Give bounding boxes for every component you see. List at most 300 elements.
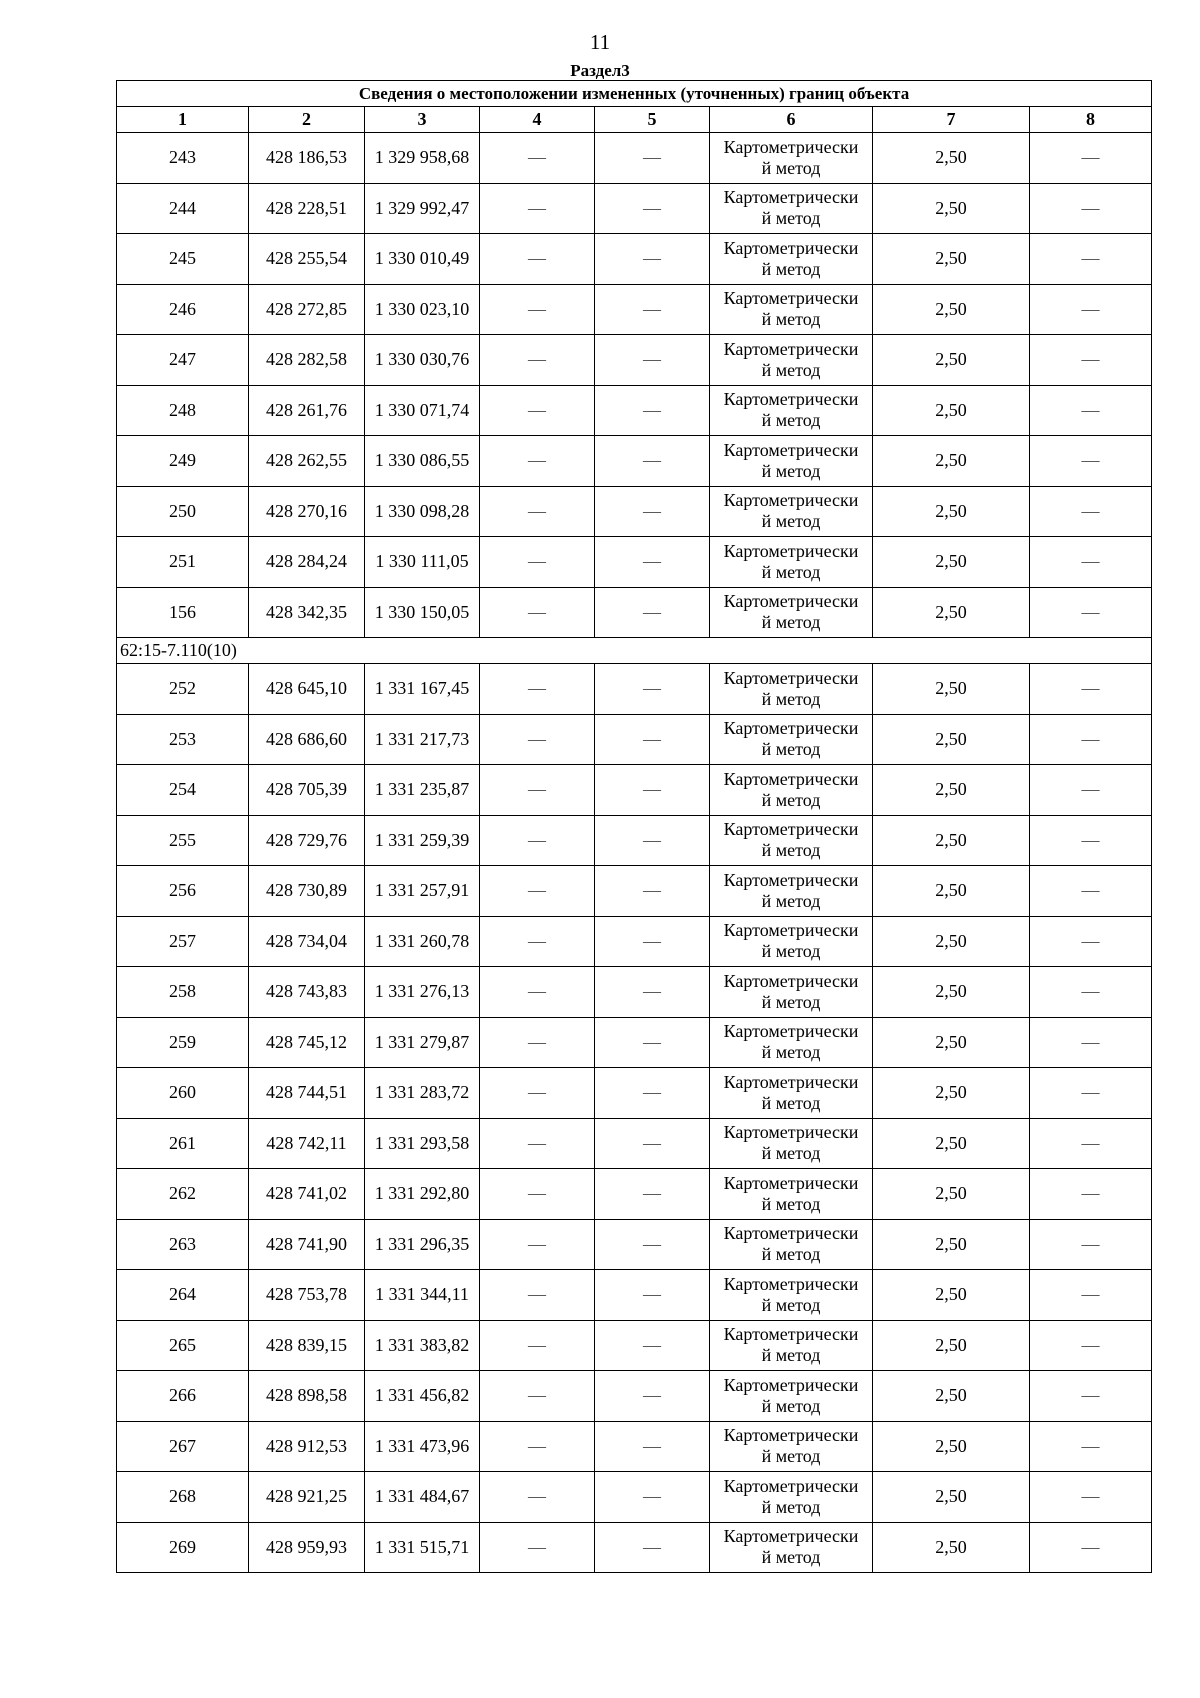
method-cell	[710, 1522, 873, 1573]
column-header-6: 6	[710, 107, 873, 133]
accuracy-cell: 2,50	[873, 1320, 1030, 1371]
point-number-cell: 257	[117, 916, 249, 967]
column-4-cell: —	[480, 1522, 595, 1573]
point-number-cell: 258	[117, 967, 249, 1018]
accuracy-cell: 2,50	[873, 866, 1030, 917]
table-row	[117, 537, 1152, 588]
point-number-cell: 249	[117, 436, 249, 487]
table-caption-row	[117, 81, 1152, 107]
table-row	[117, 587, 1152, 638]
method-label-line1: Картометрически	[723, 1273, 859, 1294]
column-4-cell: —	[480, 486, 595, 537]
method-cell	[710, 664, 873, 715]
method-cell	[710, 1270, 873, 1321]
method-label-line1: Картометрически	[723, 1324, 859, 1345]
column-5-cell: —	[595, 765, 710, 816]
column-header-2: 2	[249, 107, 365, 133]
y-coordinate-cell: 1 330 150,05	[365, 587, 480, 638]
table-row	[117, 714, 1152, 765]
accuracy-cell: 2,50	[873, 664, 1030, 715]
method-label-line2: й метод	[761, 258, 821, 279]
column-header-5: 5	[595, 107, 710, 133]
column-4-cell: —	[480, 335, 595, 386]
column-8-cell: —	[1030, 1320, 1152, 1371]
column-8-cell: —	[1030, 234, 1152, 285]
point-number-cell: 256	[117, 866, 249, 917]
column-4-cell: —	[480, 385, 595, 436]
method-label-line2: й метод	[761, 1496, 821, 1517]
column-8-cell: —	[1030, 385, 1152, 436]
x-coordinate-cell: 428 270,16	[249, 486, 365, 537]
column-4-cell: —	[480, 1371, 595, 1422]
table-row	[117, 1522, 1152, 1573]
page-number: 11	[589, 30, 611, 54]
column-8-cell: —	[1030, 866, 1152, 917]
method-label-line1: Картометрически	[723, 920, 859, 941]
method-cell	[710, 1421, 873, 1472]
column-8-cell: —	[1030, 1472, 1152, 1523]
method-cell	[710, 1219, 873, 1270]
table-row	[117, 1421, 1152, 1472]
y-coordinate-cell: 1 331 260,78	[365, 916, 480, 967]
y-coordinate-cell: 1 330 023,10	[365, 284, 480, 335]
x-coordinate-cell: 428 734,04	[249, 916, 365, 967]
method-cell	[710, 234, 873, 285]
point-number-cell: 263	[117, 1219, 249, 1270]
column-header-1: 1	[117, 107, 249, 133]
table-row	[117, 866, 1152, 917]
column-5-cell: —	[595, 537, 710, 588]
table-row	[117, 1320, 1152, 1371]
method-cell	[710, 1371, 873, 1422]
x-coordinate-cell: 428 342,35	[249, 587, 365, 638]
column-4-cell: —	[480, 664, 595, 715]
y-coordinate-cell: 1 329 958,68	[365, 133, 480, 184]
column-5-cell: —	[595, 436, 710, 487]
method-label-line2: й метод	[761, 1294, 821, 1315]
column-5-cell: —	[595, 1118, 710, 1169]
column-5-cell: —	[595, 1270, 710, 1321]
accuracy-cell: 2,50	[873, 1472, 1030, 1523]
method-label-line2: й метод	[761, 941, 821, 962]
x-coordinate-cell: 428 262,55	[249, 436, 365, 487]
table-body	[117, 81, 1152, 1573]
accuracy-cell: 2,50	[873, 537, 1030, 588]
method-label-line2: й метод	[761, 561, 821, 582]
point-number-cell: 156	[117, 587, 249, 638]
y-coordinate-cell: 1 331 257,91	[365, 866, 480, 917]
x-coordinate-cell: 428 744,51	[249, 1068, 365, 1119]
x-coordinate-cell: 428 741,90	[249, 1219, 365, 1270]
column-4-cell: —	[480, 1320, 595, 1371]
method-label-line1: Картометрически	[723, 439, 859, 460]
method-label-line1: Картометрически	[723, 1071, 859, 1092]
method-label-line1: Картометрически	[723, 338, 859, 359]
column-header-8: 8	[1030, 107, 1152, 133]
accuracy-cell: 2,50	[873, 133, 1030, 184]
method-label-line1: Картометрически	[723, 490, 859, 511]
column-4-cell: —	[480, 916, 595, 967]
x-coordinate-cell: 428 839,15	[249, 1320, 365, 1371]
method-label-line1: Картометрически	[723, 667, 859, 688]
column-4-cell: —	[480, 1270, 595, 1321]
method-label-line1: Картометрически	[723, 1223, 859, 1244]
column-5-cell: —	[595, 1219, 710, 1270]
x-coordinate-cell: 428 284,24	[249, 537, 365, 588]
y-coordinate-cell: 1 331 292,80	[365, 1169, 480, 1220]
column-5-cell: —	[595, 1068, 710, 1119]
section-title: Раздел3	[570, 61, 630, 80]
column-header-7: 7	[873, 107, 1030, 133]
accuracy-cell: 2,50	[873, 916, 1030, 967]
method-label-line2: й метод	[761, 208, 821, 229]
method-cell	[710, 1118, 873, 1169]
method-cell	[710, 1068, 873, 1119]
y-coordinate-cell: 1 331 293,58	[365, 1118, 480, 1169]
column-8-cell: —	[1030, 1118, 1152, 1169]
column-4-cell: —	[480, 815, 595, 866]
point-number-cell: 266	[117, 1371, 249, 1422]
accuracy-cell: 2,50	[873, 1270, 1030, 1321]
y-coordinate-cell: 1 330 030,76	[365, 335, 480, 386]
table-row	[117, 1118, 1152, 1169]
x-coordinate-cell: 428 741,02	[249, 1169, 365, 1220]
column-4-cell: —	[480, 866, 595, 917]
method-label-line1: Картометрически	[723, 1172, 859, 1193]
table-row	[117, 486, 1152, 537]
method-label-line2: й метод	[761, 1547, 821, 1568]
table-row	[117, 1472, 1152, 1523]
method-label-line1: Картометрически	[723, 1021, 859, 1042]
method-label-line2: й метод	[761, 991, 821, 1012]
method-cell	[710, 335, 873, 386]
point-number-cell: 253	[117, 714, 249, 765]
boundary-points-table	[116, 80, 1152, 1573]
method-label-line1: Картометрически	[723, 869, 859, 890]
y-coordinate-cell: 1 331 167,45	[365, 664, 480, 715]
table-row	[117, 916, 1152, 967]
column-8-cell: —	[1030, 284, 1152, 335]
accuracy-cell: 2,50	[873, 234, 1030, 285]
column-4-cell: —	[480, 436, 595, 487]
point-number-cell: 254	[117, 765, 249, 816]
column-4-cell: —	[480, 1017, 595, 1068]
x-coordinate-cell: 428 959,93	[249, 1522, 365, 1573]
column-8-cell: —	[1030, 1068, 1152, 1119]
y-coordinate-cell: 1 331 473,96	[365, 1421, 480, 1472]
accuracy-cell: 2,50	[873, 1068, 1030, 1119]
column-8-cell: —	[1030, 1522, 1152, 1573]
table-row	[117, 1169, 1152, 1220]
x-coordinate-cell: 428 261,76	[249, 385, 365, 436]
column-8-cell: —	[1030, 183, 1152, 234]
method-label-line1: Картометрически	[723, 136, 859, 157]
table-row	[117, 1270, 1152, 1321]
column-5-cell: —	[595, 1421, 710, 1472]
y-coordinate-cell: 1 331 276,13	[365, 967, 480, 1018]
method-label-line2: й метод	[761, 840, 821, 861]
accuracy-cell: 2,50	[873, 183, 1030, 234]
column-5-cell: —	[595, 916, 710, 967]
method-label-line2: й метод	[761, 1395, 821, 1416]
column-4-cell: —	[480, 183, 595, 234]
column-5-cell: —	[595, 335, 710, 386]
y-coordinate-cell: 1 330 111,05	[365, 537, 480, 588]
point-number-cell: 245	[117, 234, 249, 285]
column-8-cell: —	[1030, 335, 1152, 386]
column-5-cell: —	[595, 587, 710, 638]
accuracy-cell: 2,50	[873, 1017, 1030, 1068]
y-coordinate-cell: 1 331 259,39	[365, 815, 480, 866]
column-5-cell: —	[595, 486, 710, 537]
point-number-cell: 250	[117, 486, 249, 537]
point-number-cell: 259	[117, 1017, 249, 1068]
column-4-cell: —	[480, 1421, 595, 1472]
accuracy-cell: 2,50	[873, 335, 1030, 386]
x-coordinate-cell: 428 228,51	[249, 183, 365, 234]
column-8-cell: —	[1030, 1219, 1152, 1270]
column-8-cell: —	[1030, 765, 1152, 816]
table-row	[117, 183, 1152, 234]
column-8-cell: —	[1030, 486, 1152, 537]
x-coordinate-cell: 428 921,25	[249, 1472, 365, 1523]
x-coordinate-cell: 428 912,53	[249, 1421, 365, 1472]
column-4-cell: —	[480, 1068, 595, 1119]
point-number-cell: 261	[117, 1118, 249, 1169]
column-5-cell: —	[595, 1017, 710, 1068]
y-coordinate-cell: 1 330 010,49	[365, 234, 480, 285]
accuracy-cell: 2,50	[873, 385, 1030, 436]
group-label: 62:15-7.110(10)	[117, 638, 1152, 664]
table-row	[117, 234, 1152, 285]
column-8-cell: —	[1030, 1421, 1152, 1472]
method-label-line1: Картометрически	[723, 237, 859, 258]
method-label-line1: Картометрически	[723, 1122, 859, 1143]
column-5-cell: —	[595, 1371, 710, 1422]
point-number-cell: 267	[117, 1421, 249, 1472]
method-cell	[710, 1472, 873, 1523]
y-coordinate-cell: 1 331 235,87	[365, 765, 480, 816]
column-4-cell: —	[480, 1118, 595, 1169]
column-5-cell: —	[595, 284, 710, 335]
method-label-line2: й метод	[761, 309, 821, 330]
method-label-line2: й метод	[761, 359, 821, 380]
method-cell	[710, 1320, 873, 1371]
column-5-cell: —	[595, 385, 710, 436]
table-row	[117, 385, 1152, 436]
y-coordinate-cell: 1 331 279,87	[365, 1017, 480, 1068]
accuracy-cell: 2,50	[873, 436, 1030, 487]
x-coordinate-cell: 428 730,89	[249, 866, 365, 917]
method-cell	[710, 815, 873, 866]
table-row	[117, 967, 1152, 1018]
point-number-cell: 244	[117, 183, 249, 234]
accuracy-cell: 2,50	[873, 1169, 1030, 1220]
method-cell	[710, 183, 873, 234]
method-label-line1: Картометрически	[723, 1374, 859, 1395]
y-coordinate-cell: 1 330 086,55	[365, 436, 480, 487]
accuracy-cell: 2,50	[873, 1421, 1030, 1472]
column-8-cell: —	[1030, 587, 1152, 638]
method-label-line2: й метод	[761, 1143, 821, 1164]
method-label-line2: й метод	[761, 1446, 821, 1467]
point-number-cell: 246	[117, 284, 249, 335]
accuracy-cell: 2,50	[873, 1522, 1030, 1573]
table-row	[117, 284, 1152, 335]
method-label-line2: й метод	[761, 1244, 821, 1265]
column-5-cell: —	[595, 815, 710, 866]
column-4-cell: —	[480, 714, 595, 765]
x-coordinate-cell: 428 898,58	[249, 1371, 365, 1422]
method-cell	[710, 866, 873, 917]
point-number-cell: 255	[117, 815, 249, 866]
method-cell	[710, 133, 873, 184]
point-number-cell: 269	[117, 1522, 249, 1573]
column-4-cell: —	[480, 1219, 595, 1270]
table-caption: Сведения о местоположении измененных (уточненных) границ объекта	[117, 81, 1152, 107]
table-row	[117, 1068, 1152, 1119]
method-label-line2: й метод	[761, 157, 821, 178]
column-8-cell: —	[1030, 664, 1152, 715]
method-label-line1: Картометрически	[723, 540, 859, 561]
accuracy-cell: 2,50	[873, 284, 1030, 335]
column-8-cell: —	[1030, 436, 1152, 487]
accuracy-cell: 2,50	[873, 967, 1030, 1018]
x-coordinate-cell: 428 282,58	[249, 335, 365, 386]
table-row	[117, 436, 1152, 487]
table-row	[117, 765, 1152, 816]
point-number-cell: 264	[117, 1270, 249, 1321]
y-coordinate-cell: 1 331 296,35	[365, 1219, 480, 1270]
column-5-cell: —	[595, 234, 710, 285]
method-cell	[710, 587, 873, 638]
point-number-cell: 252	[117, 664, 249, 715]
method-label-line1: Картометрически	[723, 591, 859, 612]
method-cell	[710, 916, 873, 967]
table-row	[117, 664, 1152, 715]
column-4-cell: —	[480, 133, 595, 184]
column-5-cell: —	[595, 714, 710, 765]
point-number-cell: 248	[117, 385, 249, 436]
column-4-cell: —	[480, 765, 595, 816]
y-coordinate-cell: 1 330 071,74	[365, 385, 480, 436]
accuracy-cell: 2,50	[873, 765, 1030, 816]
point-number-cell: 260	[117, 1068, 249, 1119]
table-row	[117, 335, 1152, 386]
method-label-line1: Картометрически	[723, 819, 859, 840]
method-label-line1: Картометрически	[723, 970, 859, 991]
column-8-cell: —	[1030, 714, 1152, 765]
accuracy-cell: 2,50	[873, 1371, 1030, 1422]
method-label-line2: й метод	[761, 739, 821, 760]
column-8-cell: —	[1030, 537, 1152, 588]
column-4-cell: —	[480, 537, 595, 588]
method-label-line1: Картометрически	[723, 389, 859, 410]
x-coordinate-cell: 428 705,39	[249, 765, 365, 816]
x-coordinate-cell: 428 745,12	[249, 1017, 365, 1068]
method-label-line1: Картометрически	[723, 288, 859, 309]
column-5-cell: —	[595, 967, 710, 1018]
method-cell	[710, 284, 873, 335]
x-coordinate-cell: 428 186,53	[249, 133, 365, 184]
table-row	[117, 1219, 1152, 1270]
method-label-line2: й метод	[761, 410, 821, 431]
y-coordinate-cell: 1 331 283,72	[365, 1068, 480, 1119]
column-5-cell: —	[595, 1472, 710, 1523]
method-label-line2: й метод	[761, 460, 821, 481]
method-label-line1: Картометрически	[723, 1475, 859, 1496]
column-5-cell: —	[595, 183, 710, 234]
method-label-line2: й метод	[761, 1042, 821, 1063]
accuracy-cell: 2,50	[873, 714, 1030, 765]
table-row	[117, 815, 1152, 866]
method-label-line1: Картометрически	[723, 1425, 859, 1446]
column-header-4: 4	[480, 107, 595, 133]
y-coordinate-cell: 1 331 344,11	[365, 1270, 480, 1321]
method-cell	[710, 1169, 873, 1220]
column-header-3: 3	[365, 107, 480, 133]
column-8-cell: —	[1030, 1169, 1152, 1220]
column-4-cell: —	[480, 1169, 595, 1220]
group-header-row	[117, 638, 1152, 664]
column-8-cell: —	[1030, 133, 1152, 184]
column-5-cell: —	[595, 1169, 710, 1220]
accuracy-cell: 2,50	[873, 587, 1030, 638]
column-4-cell: —	[480, 284, 595, 335]
column-4-cell: —	[480, 967, 595, 1018]
method-cell	[710, 967, 873, 1018]
y-coordinate-cell: 1 331 217,73	[365, 714, 480, 765]
accuracy-cell: 2,50	[873, 815, 1030, 866]
column-8-cell: —	[1030, 916, 1152, 967]
accuracy-cell: 2,50	[873, 486, 1030, 537]
method-cell	[710, 486, 873, 537]
method-label-line2: й метод	[761, 1193, 821, 1214]
column-4-cell: —	[480, 587, 595, 638]
column-8-cell: —	[1030, 1017, 1152, 1068]
point-number-cell: 265	[117, 1320, 249, 1371]
column-5-cell: —	[595, 1320, 710, 1371]
column-8-cell: —	[1030, 1371, 1152, 1422]
column-8-cell: —	[1030, 967, 1152, 1018]
x-coordinate-cell: 428 272,85	[249, 284, 365, 335]
method-label-line2: й метод	[761, 1345, 821, 1366]
method-cell	[710, 1017, 873, 1068]
point-number-cell: 251	[117, 537, 249, 588]
method-cell	[710, 436, 873, 487]
point-number-cell: 247	[117, 335, 249, 386]
method-label-line2: й метод	[761, 890, 821, 911]
method-label-line2: й метод	[761, 511, 821, 532]
method-label-line1: Картометрически	[723, 1526, 859, 1547]
column-5-cell: —	[595, 133, 710, 184]
y-coordinate-cell: 1 331 515,71	[365, 1522, 480, 1573]
method-label-line1: Картометрически	[723, 187, 859, 208]
x-coordinate-cell: 428 686,60	[249, 714, 365, 765]
y-coordinate-cell: 1 331 456,82	[365, 1371, 480, 1422]
y-coordinate-cell: 1 329 992,47	[365, 183, 480, 234]
y-coordinate-cell: 1 331 383,82	[365, 1320, 480, 1371]
x-coordinate-cell: 428 255,54	[249, 234, 365, 285]
method-label-line2: й метод	[761, 789, 821, 810]
x-coordinate-cell: 428 742,11	[249, 1118, 365, 1169]
column-8-cell: —	[1030, 1270, 1152, 1321]
point-number-cell: 262	[117, 1169, 249, 1220]
method-cell	[710, 714, 873, 765]
method-cell	[710, 537, 873, 588]
column-8-cell: —	[1030, 815, 1152, 866]
method-cell	[710, 385, 873, 436]
